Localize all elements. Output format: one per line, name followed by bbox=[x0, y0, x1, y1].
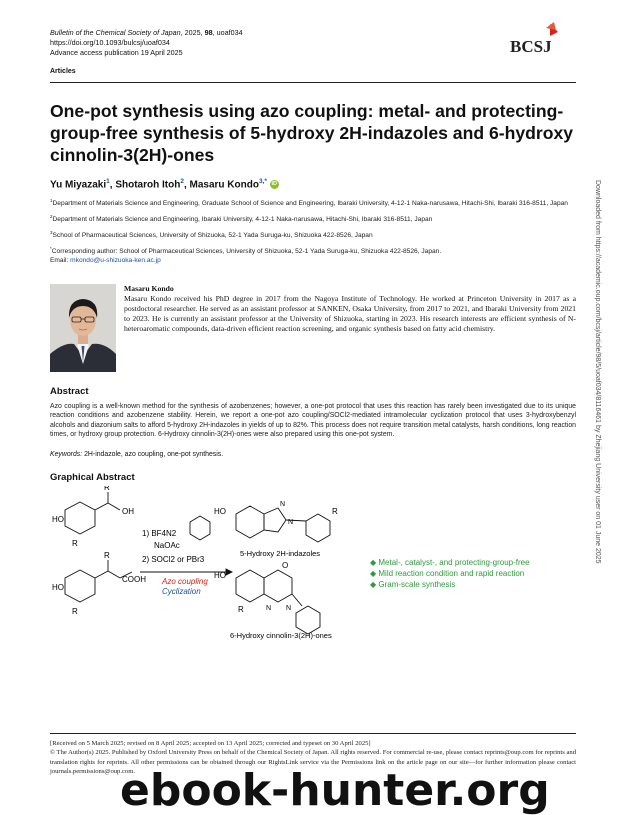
keywords-list: 2H-indazole, azo coupling, one-pot synthesis. bbox=[82, 451, 224, 458]
svg-text:R: R bbox=[72, 607, 78, 616]
svg-text:Downloaded from https://academ: Downloaded from https://academic.oup.com/bcsj/article/98/5/uoaf034/8116461 by Zhejiang University user on 01 June 2025 bbox=[594, 180, 601, 564]
author-list: Yu Miyazaki$^1$, Shotaroh Itoh$^2$, Masaru Kondo$^{3,*}$ iD bbox=[50, 178, 277, 191]
article-title: One-pot synthesis using azo coupling: metal- and protecting-group-free synthesis of 5-hydroxy 2H-indazoles and 6-hydroxy cinnolin-3(2H)-ones bbox=[50, 101, 574, 165]
svg-text:ebook-hunter.org: ebook-hunter.org bbox=[120, 765, 550, 815]
svg-text:HO: HO bbox=[52, 515, 64, 524]
author-1-sup: 1 bbox=[106, 178, 110, 185]
author-1[interactable]: Yu Miyazaki bbox=[50, 179, 107, 191]
svg-text:Cyclization: Cyclization bbox=[162, 587, 201, 596]
download-sidebar bbox=[593, 180, 607, 640]
copyright-notice: © The Author(s) 2025. Published by Oxford University Press on behalf of the Chemical Society of Japan. All rights reserved. For commercial re-use, please contact reprints@oup.com for reprints and translation rights for reprints. All other permissions can be obtained through our RightsLink service via the Permissions link on the article page on our site—for further information please contact journals.permissions@oup.com. bbox=[50, 749, 576, 776]
author-2[interactable]: Shotaroh Itoh bbox=[115, 179, 181, 191]
affiliation-3: $^3$School of Pharmaceutical Sciences, University of Shizuoka, 52-1 Yada Suruga-ku, Shizuoka 422-8526, Japan bbox=[50, 229, 373, 239]
corresponding-author: *Corresponding author: School of Pharmaceutical Sciences, University of Shizuoka, 52-1 Yada Suruga-ku, Shizuoka 422-8526, Japan. Email: mkondo@u-shizuoka-ken.ac.jp bbox=[50, 245, 442, 265]
bcsj-logo bbox=[506, 22, 566, 58]
svg-text:COOH: COOH bbox=[122, 575, 146, 584]
article-id: , uoaf034 bbox=[212, 28, 243, 37]
watermark bbox=[120, 765, 600, 815]
abstract-heading: Abstract bbox=[50, 386, 89, 397]
svg-text:N: N bbox=[280, 501, 286, 508]
journal-name: Bulletin of the Chemical Society of Japan bbox=[50, 28, 181, 37]
svg-text:6-Hydroxy cinnolin-3(2H)-ones: 6-Hydroxy cinnolin-3(2H)-ones bbox=[230, 631, 332, 640]
svg-text:R: R bbox=[72, 539, 78, 548]
svg-text:R: R bbox=[104, 551, 110, 560]
graphical-abstract-scheme bbox=[50, 486, 590, 646]
svg-text:R: R bbox=[238, 605, 244, 614]
volume: 98 bbox=[204, 28, 213, 37]
section-label: Articles bbox=[50, 68, 76, 75]
svg-text:HO: HO bbox=[214, 507, 226, 516]
author-3[interactable]: Masaru Kondo bbox=[189, 179, 259, 191]
svg-text:N: N bbox=[288, 519, 294, 526]
reactant2-ring bbox=[65, 570, 95, 602]
reactant1-ring bbox=[65, 502, 95, 534]
access-date: Advance access publication 19 April 2025 bbox=[50, 48, 183, 57]
keywords-label: Keywords: bbox=[50, 451, 83, 458]
received-dates: [Received on 5 March 2025; revised on 8 April 2025; accepted on 13 April 2025; corrected and typeset on 30 April 2025] bbox=[50, 740, 371, 747]
footer-rule bbox=[50, 733, 576, 734]
keywords bbox=[50, 451, 223, 458]
svg-text:NaOAc: NaOAc bbox=[154, 541, 180, 550]
svg-text:HO: HO bbox=[52, 583, 64, 592]
bio-text: Masaru Kondo received his PhD degree in 2017 from the Nagoya Institute of Technology. He worked at Princeton University in 2017 as a postdoctoral researcher. He served as an assistant professor at SANKEN, Osaka University, from 2017 to 2021, and Ibaraki University from 2021 to 2023. He is currently an assistant professor at the University of Shizuoka, starting in 2023. His research interests are efficient synthesis of N-heteroaromatic compounds, data-driven efficient reaction screening, and organic synthesis based on fatty acid chemistry. bbox=[124, 294, 576, 334]
ga-bullet-1: ◆ Metal-, catalyst-, and protecting-group-free bbox=[370, 558, 530, 567]
author-3-sup: 3,* bbox=[258, 178, 267, 185]
journal-header bbox=[50, 28, 243, 58]
svg-text:N: N bbox=[266, 605, 272, 612]
affiliation-2: $^2$Department of Materials Science and Engineering, Ibaraki University, 4-12-1 Naka-narusawa, Hitachi-Shi, Ibaraki 316-8511, Japan bbox=[50, 213, 433, 224]
svg-text:R: R bbox=[104, 486, 110, 492]
bio-name: Masaru Kondo bbox=[124, 284, 174, 293]
affiliations bbox=[50, 196, 575, 265]
svg-text:5-Hydroxy 2H-indazoles: 5-Hydroxy 2H-indazoles bbox=[240, 549, 321, 558]
author-photo bbox=[50, 284, 116, 372]
ga-bullet-3: ◆ Gram-scale synthesis bbox=[370, 580, 456, 589]
svg-text:R: R bbox=[332, 507, 338, 516]
doi-link[interactable]: https://doi.org/10.1093/bulcsj/uoaf034 bbox=[50, 38, 170, 47]
svg-text:1) BF4N2: 1) BF4N2 bbox=[142, 529, 177, 538]
author-biography bbox=[124, 284, 576, 334]
header-rule bbox=[50, 82, 576, 83]
author-2-sup: 2 bbox=[180, 178, 184, 185]
svg-text:HO: HO bbox=[214, 571, 226, 580]
svg-text:O: O bbox=[282, 561, 289, 570]
ga-bullet-2: ◆ Mild reaction condition and rapid reaction bbox=[370, 569, 525, 578]
email-link[interactable]: mkondo@u-shizuoka-ken.ac.jp bbox=[70, 257, 161, 265]
orcid-icon[interactable]: iD bbox=[271, 181, 277, 188]
abstract-text: Azo coupling is a well-known method for the synthesis of azobenzenes; however, a one-pot protocol that uses this reaction has rarely been investigated due to its unique reaction conditions and azobenzene stability. Herein, we report a one-pot azo coupling/SOCl2-mediated intramolecular cyclization protocol that uses 3-hydroxybenzyl alcohols and diazonium salts to afford 5-hydroxy 2H-indazoles in yields of up to 82%. This process does not require transition metal catalysts, harsh conditions, long reaction times, or hydroxy group protection. 6-Hydroxy cinnolin-3(2H)-ones were also prepared using this one-pot system. bbox=[50, 403, 577, 438]
affiliation-1: $^1$Department of Materials Science and Engineering, Graduate School of Science and Engineering, Ibaraki University, 4-12-1 Naka-narusawa, Hitachi-Shi, Ibaraki 316-8511, Japan bbox=[50, 198, 568, 208]
svg-text:Azo coupling: Azo coupling bbox=[162, 577, 208, 586]
citation-year: , 2025, bbox=[180, 28, 205, 37]
svg-text:2) SOCl2 or PBr3: 2) SOCl2 or PBr3 bbox=[142, 555, 205, 564]
logo-text: BCSJ bbox=[510, 37, 552, 56]
svg-text:N: N bbox=[286, 605, 292, 612]
svg-text:OH: OH bbox=[122, 507, 134, 516]
graphical-abstract-heading: Graphical Abstract bbox=[50, 472, 135, 483]
